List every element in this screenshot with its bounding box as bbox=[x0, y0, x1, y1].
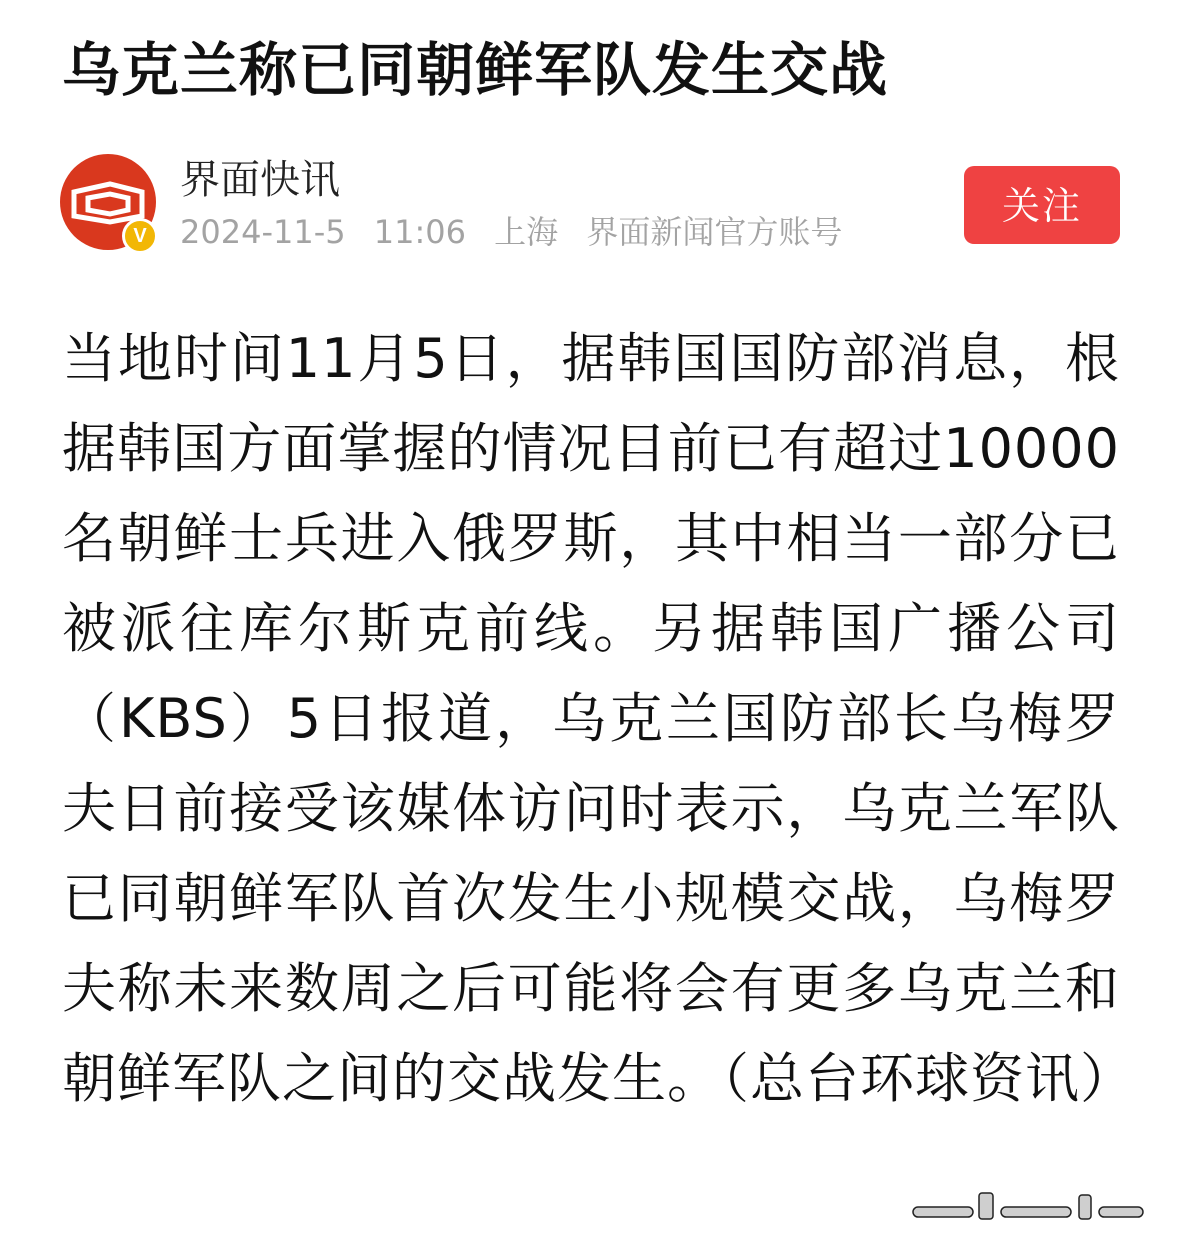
author-name[interactable]: 界面快讯 bbox=[180, 157, 340, 203]
post-time: 11:06 bbox=[373, 213, 466, 251]
article-body: 当地时间11月5日，据韩国国防部消息，根据韩国方面掌握的情况目前已有超过10000名朝鲜士兵进入俄罗斯，其中相当一部分已被派往库尔斯克前线。另据韩国广播公司（KBS）5日报道，乌克兰国防部长乌梅罗夫日前接受该媒体访问时表示，乌克兰军队已同朝鲜军队首次发生小规模交战，乌梅罗夫称未来数周之后可能将会有更多乌克兰和朝鲜军队之间的交战发生。（总台环球资讯） bbox=[62, 327, 1135, 1110]
watermark-bars-icon bbox=[909, 1183, 1149, 1223]
follow-button[interactable]: 关注 bbox=[964, 166, 1120, 244]
post-date: 2024-11-5 bbox=[180, 213, 346, 251]
author-row bbox=[60, 150, 1120, 250]
article-title: 乌克兰称已同朝鲜军队发生交战 bbox=[62, 36, 889, 104]
watermark-bars-graphic bbox=[909, 1189, 1149, 1223]
author-avatar[interactable] bbox=[60, 154, 156, 250]
post-location: 上海 bbox=[494, 213, 559, 251]
verified-badge-icon: V bbox=[122, 218, 158, 254]
account-type: 界面新闻官方账号 bbox=[586, 213, 843, 251]
author-meta bbox=[180, 210, 860, 254]
